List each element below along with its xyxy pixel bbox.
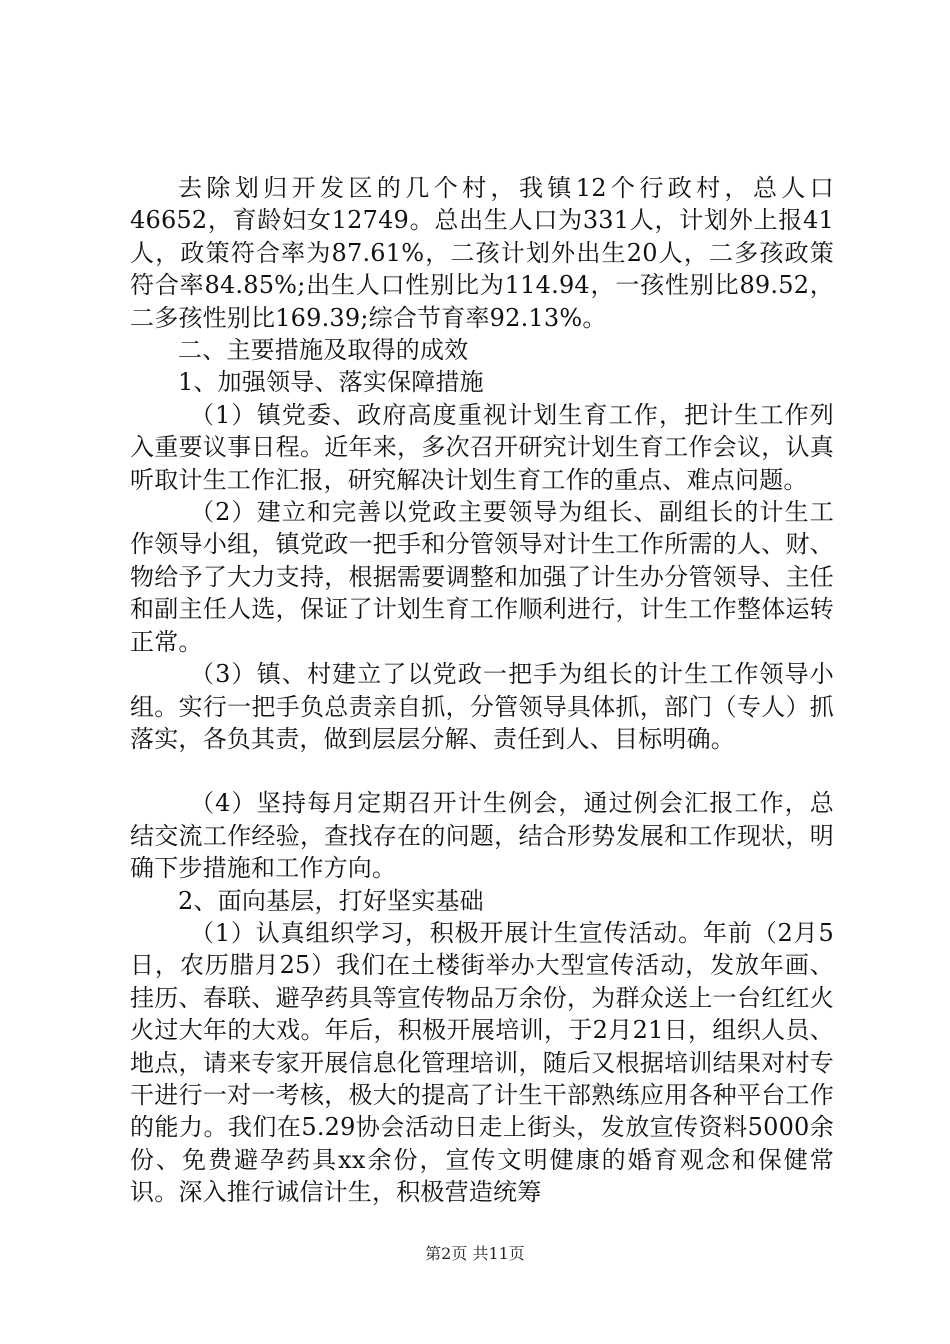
subsection-heading-leadership: 1、加强领导、落实保障措施 (178, 368, 484, 397)
page-footer: 第2页 共11页 (425, 1244, 525, 1263)
paragraph-item-1-3: （3）镇、村建立了以党政一把手为组长的计生工作领导小组。实行一把手负总责亲自抓，分管领导具体抓，部门（专人）抓落实，各负其责，做到层层分解、责任到人、目标明确。 (130, 660, 834, 753)
paragraph-item-1-4: （4）坚持每月定期召开计生例会，通过例会汇报工作，总结交流工作经验，查找存在的问题，结合形势发展和工作现状，明确下步措施和工作方向。 (130, 789, 834, 883)
paragraph-item-2-1: （1）认真组织学习，积极开展计生宣传活动。年前（2月5日，农历腊月25）我们在土楼街举办大型宣传活动，发放年画、挂历、春联、避孕药具等宣传物品万余份，为群众送上一台红红火火过大年的大戏。年后，积极开展培训，于2月21日，组织人员、地点，请来专家开展信息化管理培训，随后又根据培训结果对村专干进行一对一考核，极大的提高了计生干部熟练应用各种平台工作的能力。我们在5.29协会活动日走上街头，发放宣传资料5000余份、免费避孕药具xx余份，宣传文明健康的婚育观念和保健常识。深入推行诚信计生，积极营造统筹 (130, 918, 834, 1207)
paragraph-item-1-1: （1）镇党委、政府高度重视计划生育工作，把计生工作列入重要议事日程。近年来，多次召开研究计划生育工作会议，认真听取计生工作汇报，研究解决计划生育工作的重点、难点问题。 (130, 400, 834, 494)
subsection-heading-grassroots: 2、面向基层，打好坚实基础 (178, 886, 484, 915)
paragraph-item-1-2: （2）建立和完善以党政主要领导为组长、副组长的计生工作领导小组，镇党政一把手和分管领导对计生工作所需的人、财、物给予了大力支持，根据需要调整和加强了计生办分管领导、主任和副主任人选，保证了计划生育工作顺利进行，计生工作整体运转正常。 (130, 498, 834, 656)
section-heading-measures: 二、主要措施及取得的成效 (178, 336, 469, 365)
paragraph-population-stats: 去除划归开发区的几个村，我镇12个行政村，总人口46652，育龄妇女12749。总出生人口为331人，计划外上报41人，政策符合率为87.61%，二孩计划外出生20人，二多孩政策符合率84.85%;出生人口性别比为114.94，一孩性别比89.52，二多孩性别比169.39;综合节育率92.13%。 (130, 174, 834, 332)
document-body (130, 172, 834, 1209)
